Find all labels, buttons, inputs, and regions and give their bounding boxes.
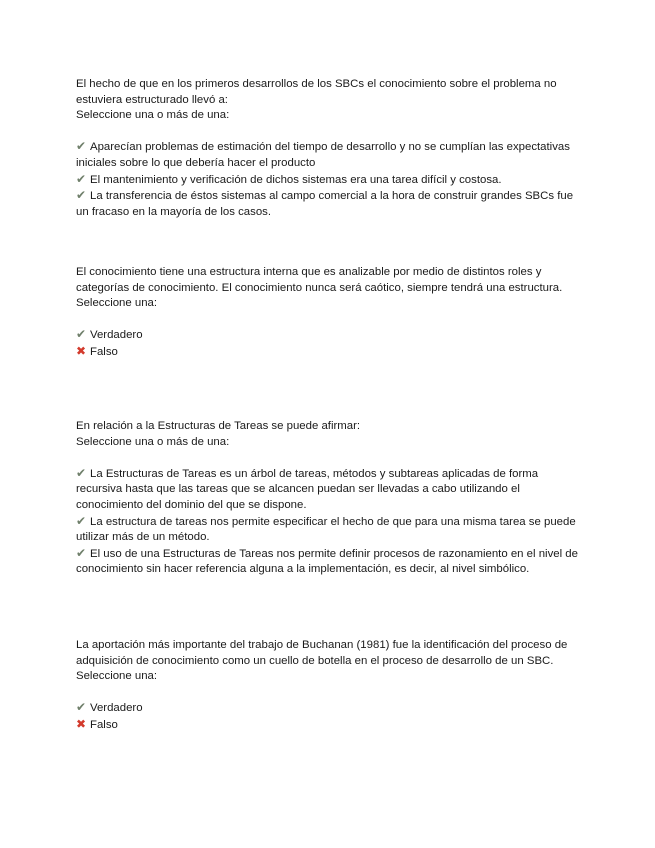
- answer-option: [76, 546, 581, 578]
- answer-option-text: El mantenimiento y verificación de dichos sistemas era una tarea difícil y costosa.: [90, 173, 502, 186]
- question-instruction: Seleccione una o más de una:: [76, 109, 230, 122]
- answer-option: [76, 327, 581, 344]
- question-stem: El conocimiento tiene una estructura interna que es analizable por medio de distintos roles y categorías de conocimiento. El conocimiento nunca será caótico, siempre tendrá una estructura.: [76, 266, 563, 294]
- answer-option: [76, 344, 581, 361]
- question-3: [76, 419, 581, 578]
- answer-option-text: El uso de una Estructuras de Tareas nos permite definir procesos de razonamiento en el nivel de conocimiento sin hacer referencia alguna a la implementación, es decir, al nivel simbólico.: [76, 547, 578, 576]
- answer-option: [76, 700, 581, 717]
- answer-options: [76, 466, 581, 578]
- answer-option: [76, 466, 581, 514]
- question-stem: El hecho de que en los primeros desarrollos de los SBCs el conocimiento sobre el problema no estuviera estructurado llevó a:: [76, 78, 557, 106]
- checkmark-icon: ✔: [76, 139, 87, 154]
- answer-option: [76, 514, 581, 546]
- answer-options: [76, 700, 581, 733]
- answer-option-text: Falso: [90, 718, 118, 731]
- answer-options: [76, 139, 581, 220]
- checkmark-icon: ✔: [76, 171, 87, 186]
- answer-option-text: Verdadero: [90, 329, 143, 342]
- question-stem: La aportación más importante del trabajo de Buchanan (1981) fue la identificación del proceso de adquisición de conocimiento como un cuello de botella en el proceso de desarrollo de un SBC.: [76, 639, 568, 667]
- answer-option-text: Verdadero: [90, 702, 143, 715]
- answer-option-text: Aparecían problemas de estimación del tiempo de desarrollo y no se cumplían las expectativas iniciales sobre lo que debería hacer el producto: [76, 141, 570, 169]
- question-4: [76, 638, 581, 734]
- answer-option: [76, 717, 581, 734]
- checkmark-icon: ✔: [76, 700, 87, 715]
- cross-icon: ✖: [76, 343, 87, 358]
- answer-option-text: Falso: [90, 345, 118, 358]
- question-instruction: Seleccione una o más de una:: [76, 435, 230, 448]
- checkmark-icon: ✔: [76, 545, 87, 560]
- answer-option-text: La Estructuras de Tareas es un árbol de tareas, métodos y subtareas aplicadas de forma recursiva hasta que las tareas que se alcancen puedan ser llevadas a cabo utilizando el conocimiento del dominio del que se dispone.: [76, 467, 539, 511]
- answer-options: [76, 327, 581, 360]
- answer-option-text: La transferencia de éstos sistemas al campo comercial a la hora de construir grandes SBCs fue un fracaso en la mayoría de los casos.: [76, 190, 574, 218]
- cross-icon: ✖: [76, 716, 87, 731]
- question-2: [76, 265, 581, 361]
- question-1: [76, 77, 581, 220]
- answer-option-text: La estructura de tareas nos permite especificar el hecho de que para una misma tarea se puede utilizar más de un método.: [76, 515, 576, 544]
- answer-option: [76, 139, 581, 171]
- checkmark-icon: ✔: [76, 513, 87, 528]
- checkmark-icon: ✔: [76, 465, 87, 480]
- question-instruction: Seleccione una:: [76, 297, 158, 310]
- question-instruction: Seleccione una:: [76, 670, 158, 683]
- answer-option: [76, 188, 581, 220]
- question-stem: En relación a la Estructuras de Tareas se puede afirmar:: [76, 420, 361, 432]
- answer-option: [76, 172, 581, 189]
- checkmark-icon: ✔: [76, 327, 87, 342]
- checkmark-icon: ✔: [76, 188, 87, 203]
